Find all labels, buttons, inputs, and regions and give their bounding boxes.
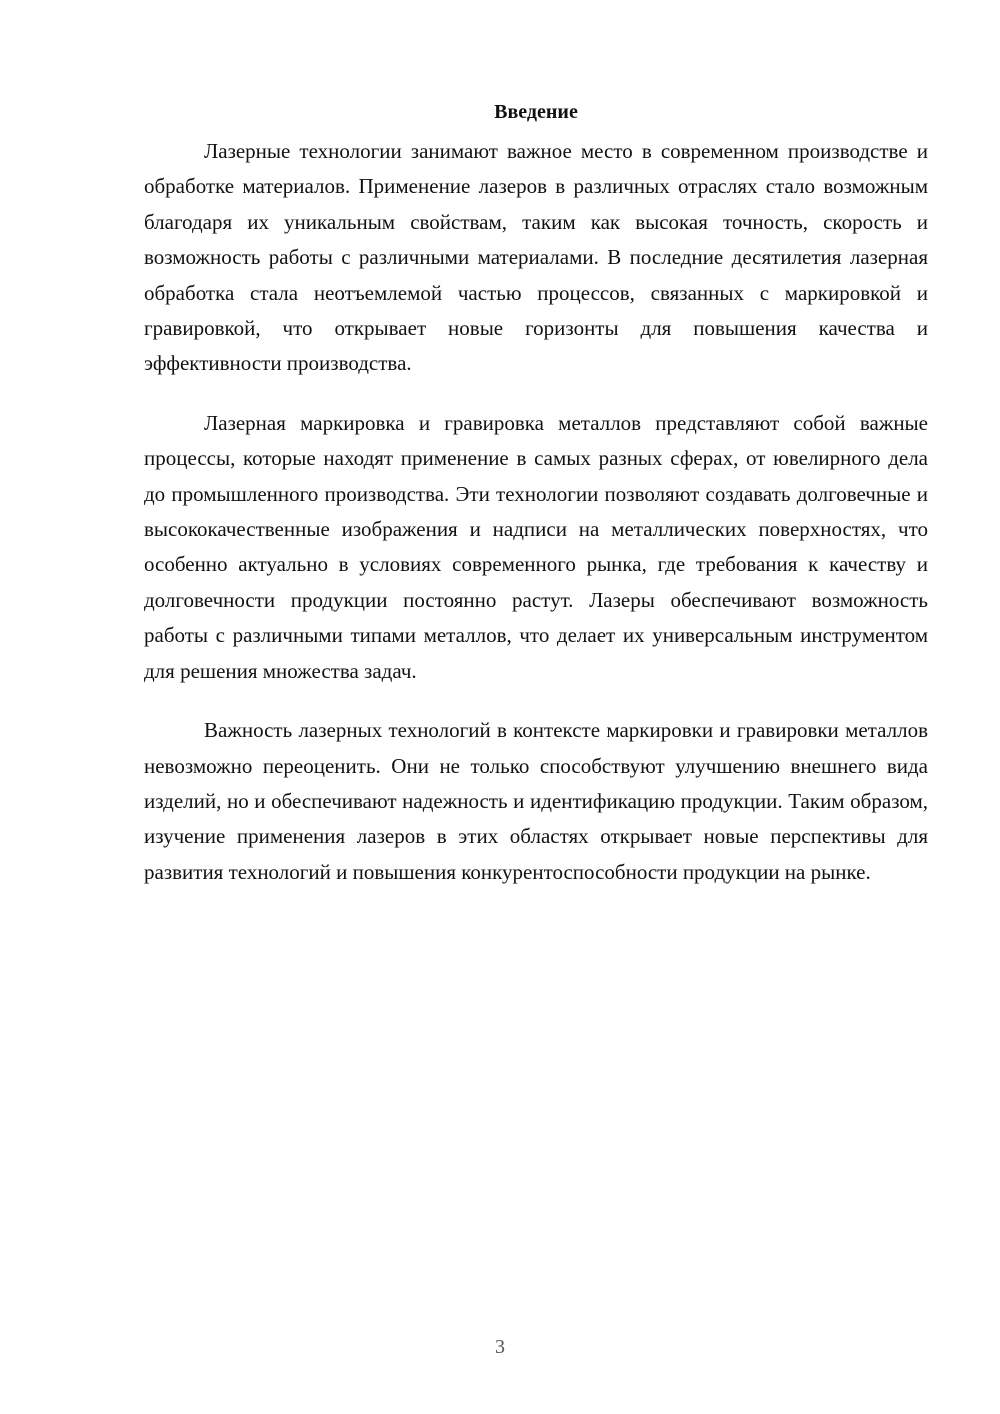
page-number: 3 [495, 1336, 505, 1358]
section-heading: Введение [494, 101, 578, 123]
page-content [144, 96, 928, 914]
paragraph-1: Лазерные технологии занимают важное место в современном производстве и обработке материалов. Применение лазеров в различных отраслях стало возможным благодаря их уникальным свойствам, таким как высокая точность, скорость и возможность работы с различными материалами. В последние десятилетия лазерная обработка стала неотъемлемой частью процессов, связанных с маркировкой и гравировкой, что открывает новые горизонты для повышения качества и эффективности производства. [144, 139, 928, 376]
paragraph-2: Лазерная маркировка и гравировка металлов представляют собой важные процессы, которые находят применение в самых разных сферах, от ювелирного дела до промышленного производства. Эти технологии позволяют создавать долговечные и высококачественные изображения и надписи на металлических поверхностях, что особенно актуально в условиях современного рынка, где требования к качеству и долговечности продукции постоянно растут. Лазеры обеспечивают возможность работы с различными типами металлов, что делает их универсальным инструментом для решения множества задач. [144, 410, 928, 683]
paragraph-3: Важность лазерных технологий в контексте маркировки и гравировки металлов невозможно переоценить. Они не только способствуют улучшению внешнего вида изделий, но и обеспечивают надежность и идентификацию продукции. Таким образом, изучение применения лазеров в этих областях открывает новые перспективы для развития технологий и повышения конкурентоспособности продукции на рынке. [144, 718, 928, 884]
